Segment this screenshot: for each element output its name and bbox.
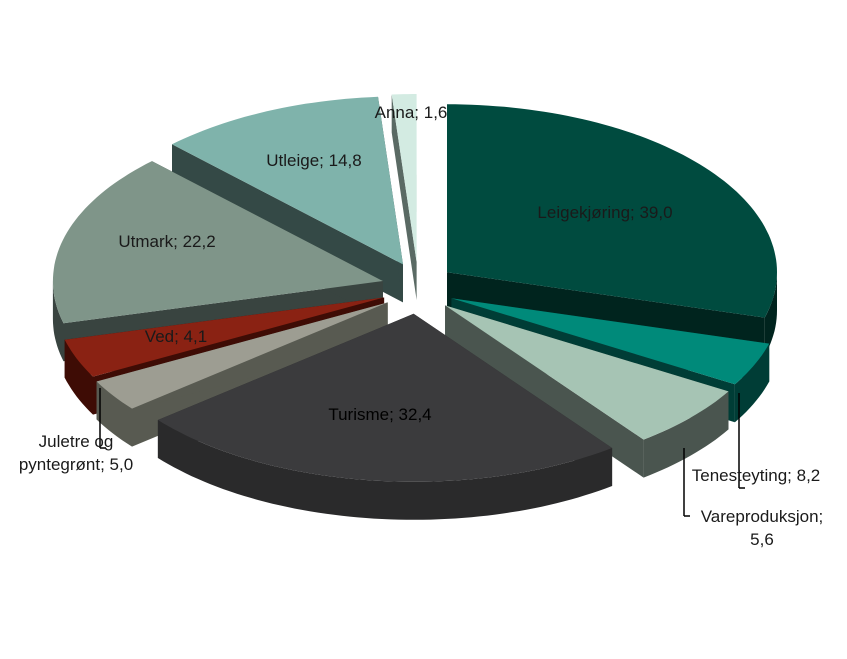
data-label-juletre-line1: Juletre og: [38, 432, 114, 451]
data-label-tenesteyting: Tenesteyting; 8,2: [691, 466, 821, 485]
data-label-vareproduksjon-line2: 5,6: [750, 530, 774, 549]
data-label-vareproduksjon-line1: Vareproduksjon;: [700, 507, 824, 526]
data-label-juletre-line2: pyntegrønt; 5,0: [18, 455, 134, 474]
data-label-utleige: Utleige; 14,8: [266, 151, 362, 170]
data-label-anna: Anna; 1,6: [374, 103, 448, 122]
data-label-turisme: Turisme; 32,4: [328, 405, 432, 424]
data-label-leigekjoring: Leigekjøring; 39,0: [537, 203, 673, 222]
data-label-utmark: Utmark; 22,2: [118, 232, 216, 251]
data-label-ved: Ved; 4,1: [144, 327, 208, 346]
